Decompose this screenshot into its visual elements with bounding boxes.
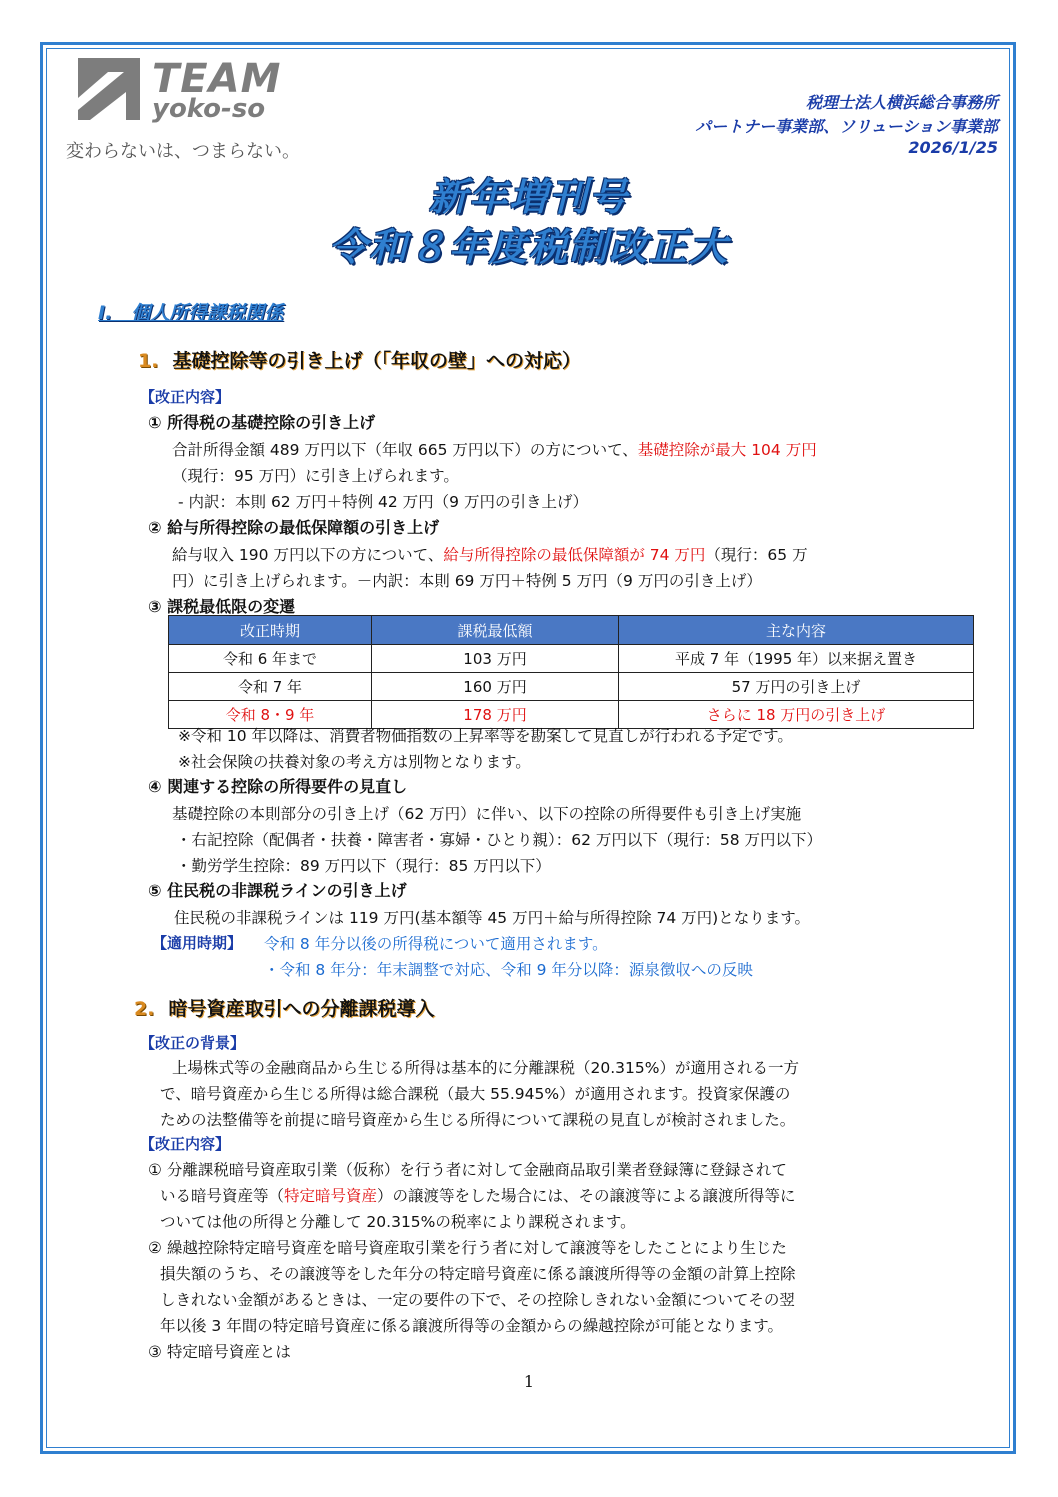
item2-line1-tail: （現行：65 万 xyxy=(705,546,808,564)
label-background: 【改正の背景】 xyxy=(140,1034,246,1052)
background-line3: ための法整備等を前提に暗号資産から生じる所得について課税の見直しが検討されました。 xyxy=(160,1111,796,1129)
point1-line2 xyxy=(160,1184,796,1206)
table-note-1: ※令和 10 年以降は、消費者物価指数の上昇率等を勘案して見直しが行われる予定です。 xyxy=(178,727,793,745)
tax-threshold-table xyxy=(168,615,974,729)
org-name: 税理士法人横浜総合事務所 xyxy=(805,93,998,112)
subsection-1-heading xyxy=(138,346,581,373)
label-application-period: 【適用時期】 xyxy=(152,934,243,952)
point1-line2-highlight: 特定暗号資産 xyxy=(284,1187,378,1205)
subsection-2-heading xyxy=(134,994,434,1021)
point1-line2-text: いる暗号資産等（ xyxy=(160,1187,285,1205)
item5-title: ⑤ 住民税の非課税ラインの引き上げ xyxy=(148,881,407,900)
table-row xyxy=(169,673,974,701)
item2-title: ② 給与所得控除の最低保障額の引き上げ xyxy=(148,518,440,537)
background-line1: 上場株式等の金融商品から生じる所得は基本的に分離課税（20.315%）が適用される一方 xyxy=(172,1059,799,1077)
table-cell: 57 万円の引き上げ xyxy=(619,673,974,701)
item1-line2: （現行：95 万円）に引き上げられます。 xyxy=(172,467,459,485)
table-cell: 103 万円 xyxy=(372,645,619,673)
table-cell: 令和 6 年まで xyxy=(169,645,372,673)
item1-line1-text: 合計所得金額 489 万円以下（年収 665 万円以下）の方について、 xyxy=(172,441,638,459)
item2-line1-highlight: 給与所得控除の最低保障額が 74 万円 xyxy=(443,546,706,564)
point1-line1: ① 分離課税暗号資産取引業（仮称）を行う者に対して金融商品取引業者登録簿に登録されて xyxy=(148,1161,787,1179)
section-heading: Ⅰ. 個人所得課税関係 xyxy=(98,302,284,324)
item1-line3: - 内訳：本則 62 万円＋特例 42 万円（9 万円の引き上げ） xyxy=(178,493,588,511)
team-logo-mark-icon xyxy=(78,58,140,120)
item4-line1: 基礎控除の本則部分の引き上げ（62 万円）に伴い、以下の控除の所得要件も引き上げ実施 xyxy=(172,805,802,823)
logo-team-text: TEAM xyxy=(152,56,282,102)
table-header-minimum: 課税最低額 xyxy=(372,616,619,645)
point3-line1: ③ 特定暗号資産とは xyxy=(148,1343,291,1361)
label-revision-content: 【改正内容】 xyxy=(140,388,231,406)
issue-date: 2026/1/25 xyxy=(908,138,998,157)
item5-line1: 住民税の非課税ラインは 119 万円(基本額等 45 万円＋給与所得控除 74 万円)となります。 xyxy=(174,909,810,927)
period-line2: ・令和 8 年分：年末調整で対応、令和 9 年分以降：源泉徴収への反映 xyxy=(264,961,753,979)
item4-line2: ・右記控除（配偶者・扶養・障害者・寡婦・ひとり親）：62 万円以下（現行：58 万円以下） xyxy=(176,831,823,849)
table-row xyxy=(169,645,974,673)
table-header-period: 改正時期 xyxy=(169,616,372,645)
item1-line1-highlight: 基礎控除が最大 104 万円 xyxy=(637,441,817,459)
table-note-2: ※社会保険の扶養対象の考え方は別物となります。 xyxy=(178,753,531,771)
item4-title: ④ 関連する控除の所得要件の見直し xyxy=(148,777,408,796)
subsection-2-number: 2. xyxy=(134,998,155,1020)
point2-line1: ② 繰越控除特定暗号資産を暗号資産取引業を行う者に対して譲渡等をしたことにより生じた xyxy=(148,1239,787,1257)
background-line2: で、暗号資産から生じる所得は総合課税（最大 55.945%）が適用されます。投資家保護の xyxy=(160,1085,791,1103)
logo-tagline: 変わらないは、つまらない。 xyxy=(66,141,300,162)
table-cell: 178 万円 xyxy=(372,701,619,729)
subsection-2-title: 暗号資産取引への分離課税導入 xyxy=(168,998,435,1020)
logo-yoko-text: yoko-so xyxy=(152,94,266,124)
table-cell: さらに 18 万円の引き上げ xyxy=(619,701,974,729)
item2-line2: 円）に引き上げられます。－内訳：本則 69 万円＋特例 5 万円（9 万円の引き上げ） xyxy=(172,572,762,590)
point1-line2-tail: ）の譲渡等をした場合には、その譲渡等による譲渡所得等に xyxy=(377,1187,796,1205)
point2-line3: しきれない金額があるときは、一定の要件の下で、その控除しきれない金額についてその翌 xyxy=(160,1291,795,1309)
item4-line3: ・勤労学生控除：89 万円以下（現行：85 万円以下） xyxy=(176,857,551,875)
subsection-1-number: 1. xyxy=(138,350,159,372)
table-cell: 令和 7 年 xyxy=(169,673,372,701)
table-cell: 平成 7 年（1995 年）以来据え置き xyxy=(619,645,974,673)
point2-line4: 年以後 3 年間の特定暗号資産に係る譲渡所得等の金額からの繰越控除が可能となります。 xyxy=(160,1317,783,1335)
table-header-content: 主な内容 xyxy=(619,616,974,645)
table-cell: 160 万円 xyxy=(372,673,619,701)
item2-line1 xyxy=(172,543,808,565)
item1-title: ① 所得税の基礎控除の引き上げ xyxy=(148,413,376,432)
table-cell: 令和 8・9 年 xyxy=(169,701,372,729)
point2-line2: 損失額のうち、その譲渡等をした年分の特定暗号資産に係る譲渡所得等の金額の計算上控除 xyxy=(160,1265,796,1283)
period-line1: 令和 8 年分以後の所得税について適用されます。 xyxy=(264,935,608,953)
label-revision-content-2: 【改正内容】 xyxy=(140,1135,231,1153)
title-line1: 新年増刊号 xyxy=(428,175,629,219)
page-number: 1 xyxy=(523,1372,535,1391)
subsection-1-title: 基礎控除等の引き上げ（「年収の壁」への対応） xyxy=(172,350,581,372)
item1-line1 xyxy=(172,438,817,460)
org-departments: パートナー事業部、ソリューション事業部 xyxy=(695,117,998,136)
point1-line3: ついては他の所得と分離して 20.315%の税率により課税されます。 xyxy=(160,1213,636,1231)
item3-title: ③ 課税最低限の変遷 xyxy=(148,597,296,616)
title-line2: 令和８年度税制改正大 xyxy=(328,225,729,269)
table-header-row xyxy=(169,616,974,645)
item2-line1-text: 給与収入 190 万円以下の方について、 xyxy=(172,546,444,564)
